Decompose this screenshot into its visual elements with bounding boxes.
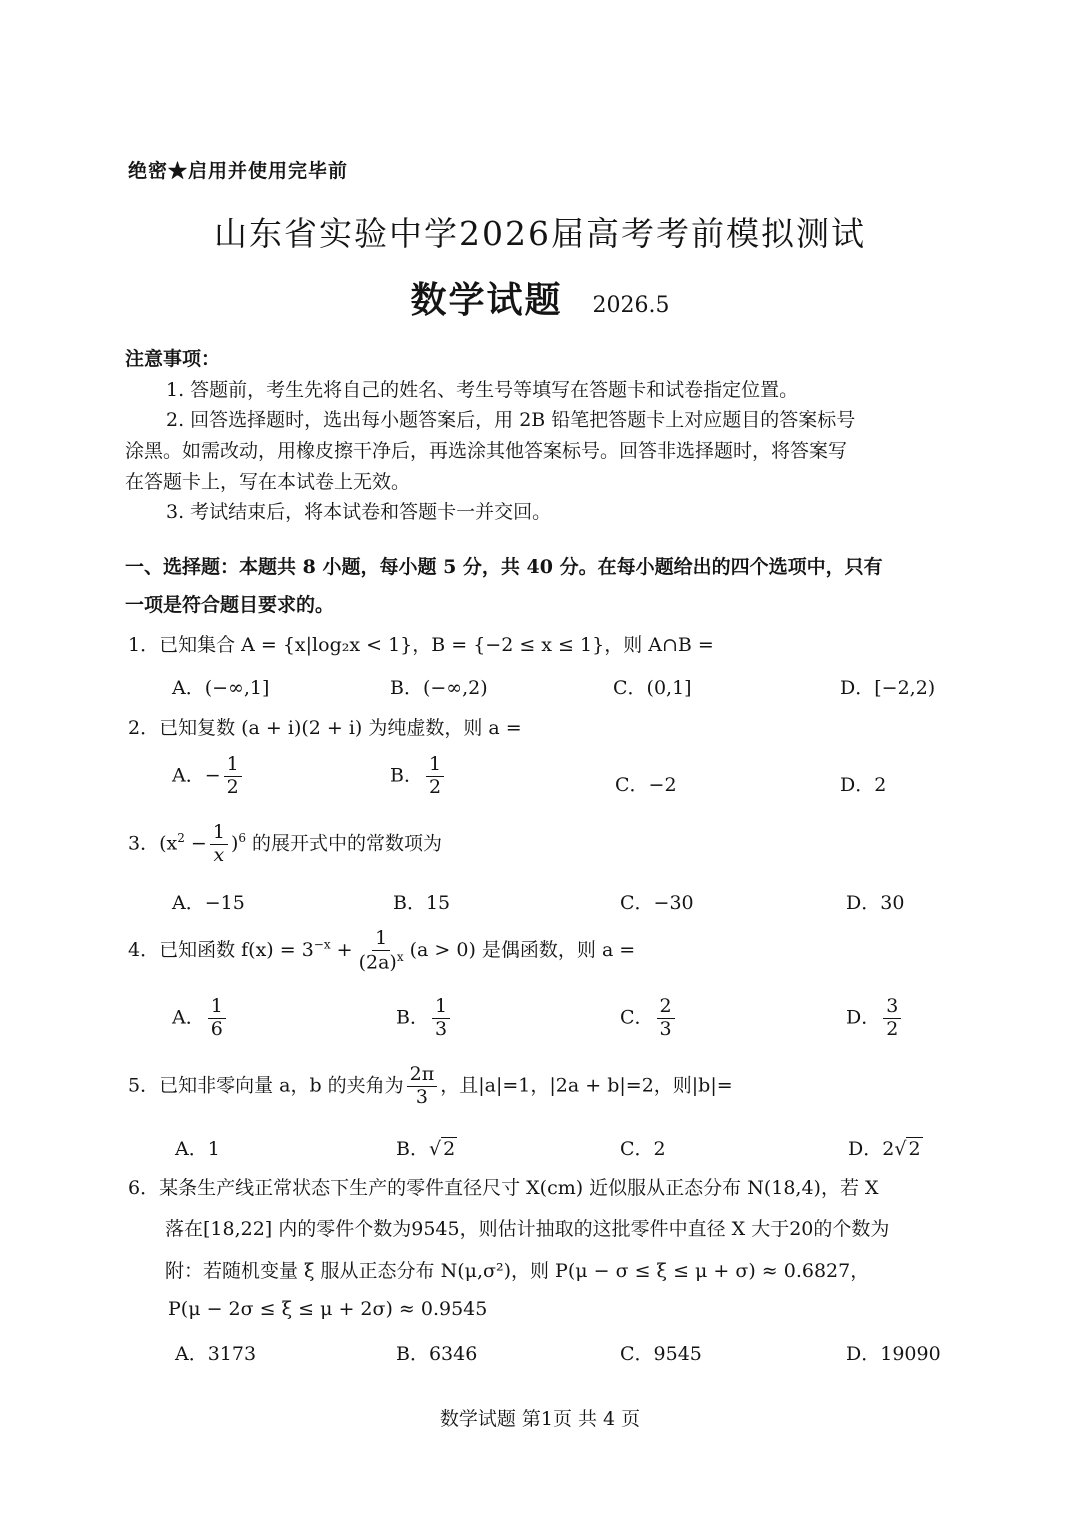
q3-option-a: A．−15 xyxy=(172,892,245,914)
secrecy-notice: 绝密★启用并使用完毕前 xyxy=(128,160,349,182)
q4-option-a: A． $\frac{1}{6}$ xyxy=(172,996,229,1041)
exam-date: 2026.5 xyxy=(592,293,670,318)
q6-option-c: C．9545 xyxy=(620,1343,702,1365)
q1-option-c: C．(0,1] xyxy=(613,677,692,699)
page-footer: 数学试题 第1页 共 4 页 xyxy=(439,1408,641,1430)
section-heading: 一、选择题：本题共 8 小题，每小题 5 分，共 40 分。在每小题给出的四个选项中，只有 xyxy=(125,556,883,578)
q2-option-b: B． $\frac{1}{2}$ xyxy=(390,754,447,799)
q1-option-a: A．(−∞,1] xyxy=(172,677,270,699)
notice-item: 1. 答题前，考生先将自己的姓名、考生号等填写在答题卡和试卷指定位置。 xyxy=(166,379,799,401)
q5-option-c: C．2 xyxy=(620,1138,666,1160)
q4-option-d: D． $\frac{3}{2}$ xyxy=(846,996,904,1041)
q5-option-a: A．1 xyxy=(175,1138,220,1160)
q6-option-b: B．6346 xyxy=(396,1343,478,1365)
question-6-line: 附：若随机变量 ξ 服从正态分布 N(μ,σ²)，则 P(μ − σ ≤ ξ ≤ μ + σ) ≈ 0.6827， xyxy=(165,1260,870,1282)
q2-option-a: A．− $\frac{1}{2}$ xyxy=(172,754,245,799)
notice-item: 涂黑。如需改动，用橡皮擦干净后，再选涂其他答案标号。回答非选择题时，将答案写 xyxy=(125,440,848,462)
q2-option-d: D．2 xyxy=(840,774,887,796)
question-2-stem: 2．已知复数 (a + i)(2 + i) 为纯虚数，则 a = xyxy=(128,717,522,739)
exam-subtitle xyxy=(0,272,1080,323)
notice-item: 在答题卡上，写在本试卷上无效。 xyxy=(125,471,411,493)
question-3-stem: 3．($x^2$ − $\frac{1}{x}$ )$^6$ 的展开式中的常数项为 xyxy=(128,821,443,866)
question-1-stem: 1．已知集合 A = {x|log₂x < 1}，B = {−2 ≤ x ≤ 1}，则 A∩B = xyxy=(128,634,714,656)
q6-option-d: D．19090 xyxy=(846,1343,941,1365)
q1-option-b: B．(−∞,2) xyxy=(390,677,488,699)
question-4-stem: 4．已知函数 $f(x) = 3^{-x}$ + $\frac{1}{(2a)^x}$ (a > 0) 是偶函数，则 a = xyxy=(128,927,636,974)
subject-title: 数学试题 xyxy=(410,279,563,321)
notice-item: 3. 考试结束后，将本试卷和答题卡一并交回。 xyxy=(166,501,552,523)
q5-option-b: B．√ 2 xyxy=(396,1138,456,1160)
section-heading-cont: 一项是符合题目要求的。 xyxy=(125,594,335,616)
notice-heading: 注意事项： xyxy=(125,348,221,370)
q4-option-c: C． $\frac{2}{3}$ xyxy=(620,996,678,1041)
question-6-line: P(μ − 2σ ≤ ξ ≤ μ + 2σ) ≈ 0.9545 xyxy=(168,1298,488,1320)
notice-item: 2. 回答选择题时，选出每小题答案后，用 2B 铅笔把答题卡上对应题目的答案标号 xyxy=(166,409,856,431)
question-6-line: 落在[18,22] 内的零件个数为9545，则估计抽取的这批零件中直径 X 大于20的个数为 xyxy=(165,1218,890,1240)
q4-option-b: B． $\frac{1}{3}$ xyxy=(396,996,453,1041)
q3-option-b: B．15 xyxy=(393,892,451,914)
q1-option-d: D．[−2,2) xyxy=(840,677,936,699)
q5-option-d: D．2√ 2 xyxy=(848,1138,921,1160)
question-5-stem: 5．已知非零向量 a，b 的夹角为 $\frac{2\pi}{3}$ ，且|a|=1，|2a + b|=2，则|b|= xyxy=(128,1063,733,1108)
question-6-line: 6．某条生产线正常状态下生产的零件直径尺寸 X(cm) 近似服从正态分布 N(18,4)，若 X xyxy=(128,1177,879,1199)
q2-option-c: C．−2 xyxy=(615,774,677,796)
q3-option-d: D．30 xyxy=(846,892,905,914)
q6-option-a: A．3173 xyxy=(175,1343,257,1365)
exam-title: 山东省实验中学2026届高考考前模拟测试 xyxy=(214,214,866,253)
q3-option-c: C．−30 xyxy=(620,892,694,914)
